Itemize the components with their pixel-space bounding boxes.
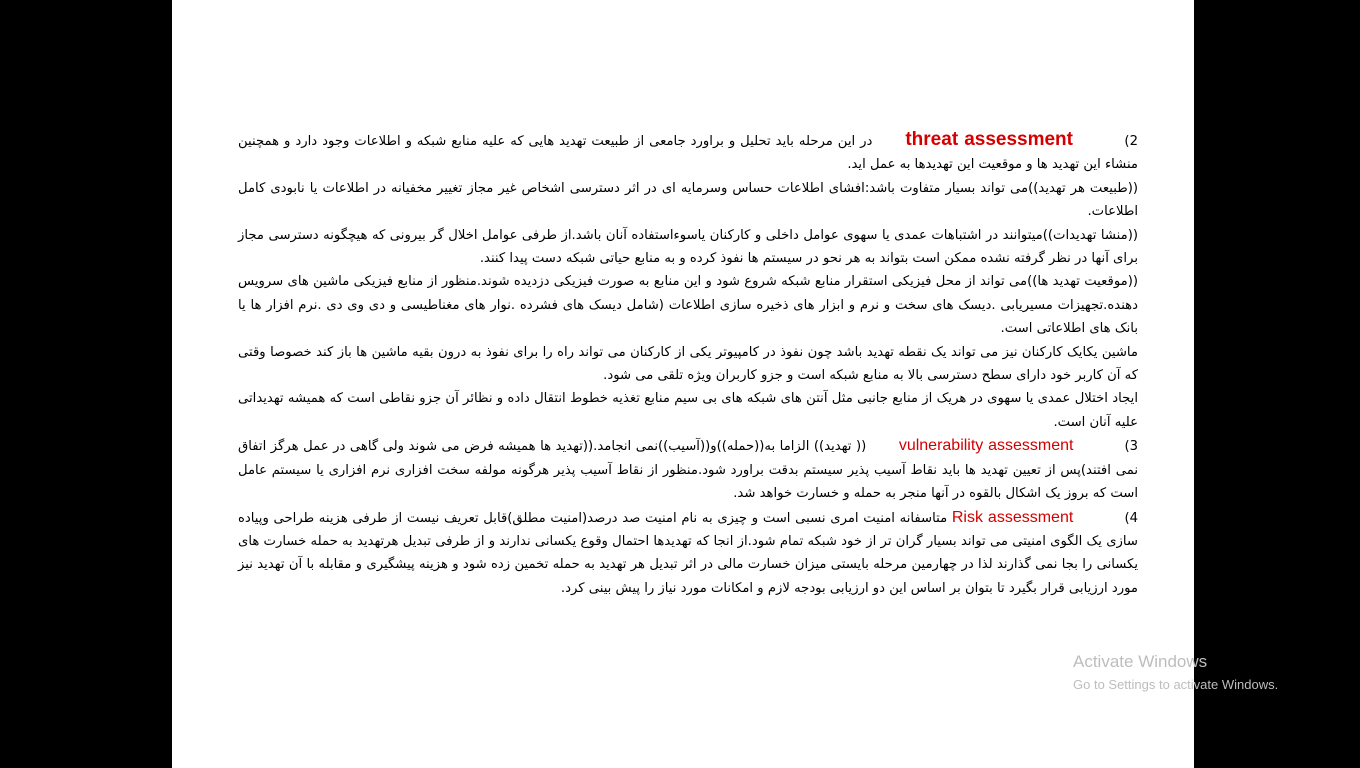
paragraph: ماشین یکایک کارکنان نیز می تواند یک نقطه تهدید باشد چون نفوذ در کامپیوتر یکی از کارکنان می تواند راه را برای نفوذ به درون بقیه ماشین ها باز کند خصوصا وقتی که آن کاربر خود دارای سطح دسترسی بالا به منابع شبکه است و جزو کاربران ویژه تلقی می شود. [238,344,1138,384]
paragraph: ((طبیعت هر تهدید))می تواند بسیار متفاوت باشد:افشای اطلاعات حساس وسرمایه ای در اثر دسترسی اشخاص غیر مجاز تغییر مخفیانه در اطلاعات یا نابودی کامل اطلاعات. [238,180,1138,220]
vulnerability-text: (( تهدید)) الزاما به((حمله))و((آسیب))نمی انجامد.((تهدید ها همیشه فرض می شوند ولی گاهی در عمل هرگز اتفاق نمی افتند)پس از تعیین تهدید ها باید نقاط آسیب پذیر سیستم بدقت براورد شود.منظور از نقاط آسیب پذیر هرگونه مولفه سخت افزاری نرم افزاری یا سیستم عامل است که بروز یک اشکال بالقوه در آنها منجر به حمله و خسارت خواهد شد. [238,439,1138,502]
activate-windows-title: Activate Windows [1073,652,1208,671]
risk-section [238,506,1138,601]
document-body [238,128,1138,600]
activate-windows-notice [1073,652,1278,692]
paragraph: ایجاد اختلال عمدی یا سهوی در هریک از منابع جانبی مثل آنتن های شبکه های بی سیم منابع تغذیه خطوط انتقال داده و نظائر آن جزو نقاطی است که همیشه تهدیداتی علیه آنان است. [238,391,1138,430]
section-number: 3) [1124,439,1138,455]
paragraph: ((منشا تهدیدات))میتوانند در اشتباهات عمدی یا سهوی عوامل داخلی و کارکنان یاسوءاستفاده آنان باشد.از طرفی عوامل اخلال گر بیرونی که هیچگونه دسترسی مجاز برای آنها در نظر گرفته نشده ممکن است بتواند به هر نحو در سیستم ها نفوذ کرده و به منابع حیاتی شبکه دست پیدا کنند. [238,227,1138,267]
section-number: 2) [1124,134,1138,149]
threat-intro-text: در این مرحله باید تحلیل و براورد جامعی از طبیعت تهدید هایی که علیه منابع شبکه و اطلاعات وجود دارد و همچنین منشاء این تهدید ها و موقعیت این تهدیدها به عمل اید. [238,134,1138,173]
section-title-risk: Risk assessment [951,508,1074,526]
vulnerability-section [238,434,1138,505]
paragraph: ((موقعیت تهدید ها))می تواند از محل فیزیکی استقرار منابع شبکه شروع شود و این منابع به صورت فیزیکی دزدیده شوند.منظور از منابع فیزیکی ماشین های سرویس دهنده.تجهیزات مسیریابی .دیسک های سخت و نرم و ابزار های ذخیره سازی اطلاعات (شامل دیسک های فشرده .نوار های مغناطیسی و دی وی دی .نرم افزار ها یا بانک های اطلاعاتی است. [238,274,1138,337]
activate-windows-subtitle: Go to Settings to activate Windows. [1073,677,1279,692]
section-number: 4) [1124,510,1139,526]
threat-section-intro [238,128,1138,177]
risk-text: متاسفانه امنیت امری نسبی است و چیزی به نام امنیت صد درصد(امنیت مطلق)قابل تعریف نیست از طرفی هزینه طراحی وپیاده سازی یک الگوی امنیتی می تواند بسیار گران تر از خود شبکه تمام شود.از انجا که تهدیدها احتمال وقوع یکسانی ندارند و از طرفی تبدیل هرتهدید به حمله خسارت های یکسانی را بجا نمی گذارند لذا در چهارمین مرحله بایستی میزان خسارت مالی در اثر تبدیل هر تهدید به حمله تخمین زده شود و هزینه پیشگیری و مقابله با آن تهدید نیز مورد ارزیابی قرار بگیرد تا بتوان بر اساس این دو ارزیابی بودجه لازم و امکانات مورد نیاز را پیش بینی کرد. [238,510,1138,596]
section-title-vulnerability: vulnerability assessment [898,437,1074,455]
section-title-threat: threat assessment [905,129,1073,150]
document-page [172,0,1194,768]
